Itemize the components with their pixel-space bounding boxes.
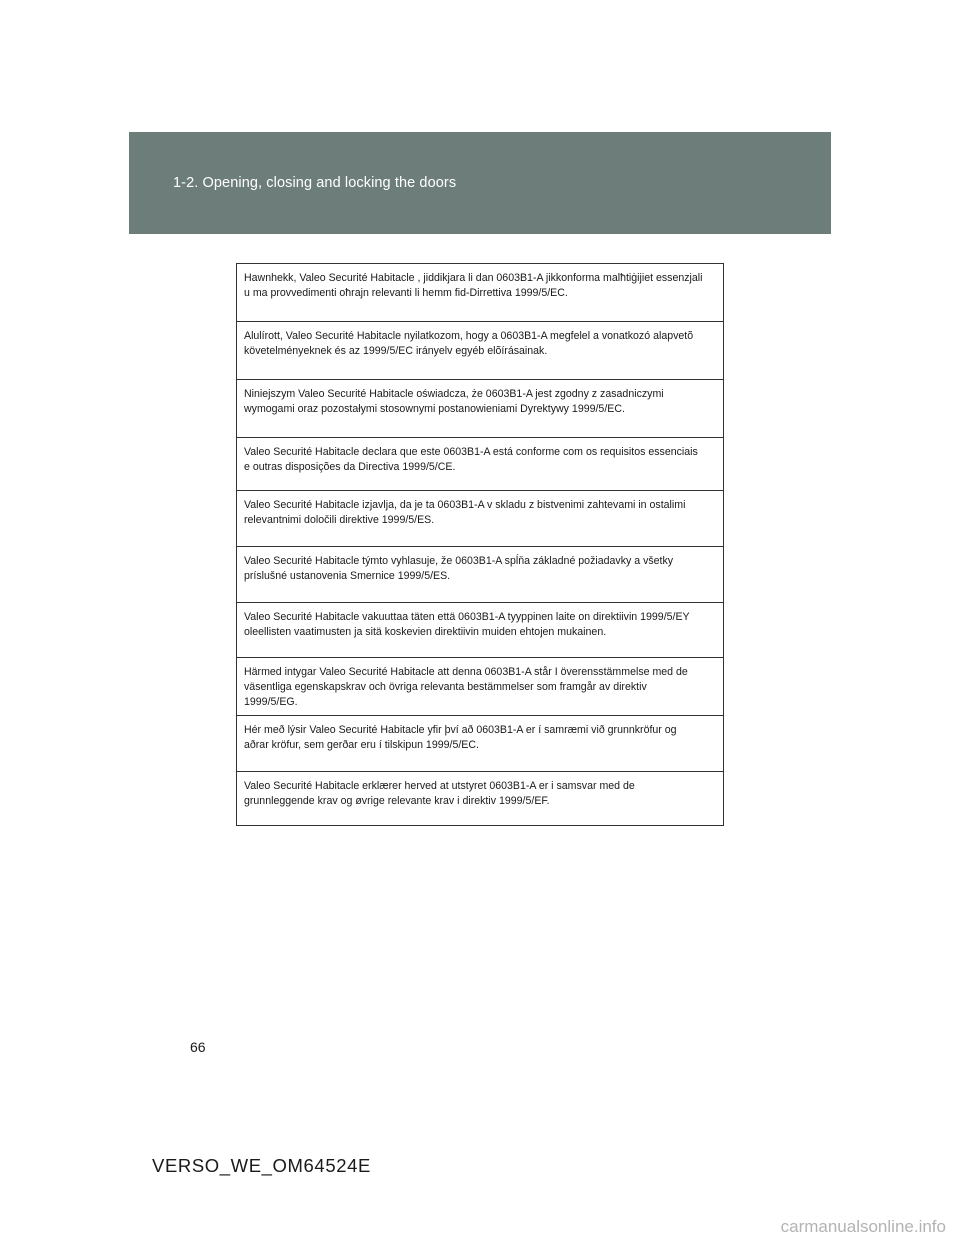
declaration-line: relevantnimi določili direktive 1999/5/ES. (244, 514, 435, 526)
declaration-line: príslušné ustanovenia Smernice 1999/5/ES. (244, 570, 451, 582)
declaration-line: e outras disposições da Directiva 1999/5/CE. (244, 461, 456, 473)
declaration-row-maltese (237, 264, 723, 322)
declaration-line: Alulírott, Valeo Securité Habitacle nyilatkozom, hogy a 0603B1-A megfelel a vonatkozó alapvetõ (244, 330, 694, 342)
declaration-line: Valeo Securité Habitacle izjavlja, da je ta 0603B1-A v skladu z bistvenimi zahtevami in ostalimi (244, 499, 686, 511)
declaration-line: Valeo Securité Habitacle vakuuttaa täten että 0603B1-A tyyppinen laite on direktiivin 1999/5/EY (244, 611, 690, 623)
declaration-line: wymogami oraz pozostałymi stosownymi postanowieniami Dyrektywy 1999/5/EC. (244, 403, 625, 415)
declaration-row-norwegian (237, 772, 723, 826)
section-title: 1-2. Opening, closing and locking the doors (173, 175, 457, 191)
declaration-table (236, 263, 724, 826)
declaration-line: u ma provvedimenti oħrajn relevanti li hemm fid-Dirrettiva 1999/5/EC. (244, 287, 568, 299)
declaration-line: väsentliga egenskapskrav och övriga relevanta bestämmelser som framgår av direktiv (244, 681, 647, 693)
declaration-line: Niniejszym Valeo Securité Habitacle oświadcza, że 0603B1-A jest zgodny z zasadniczymi (244, 388, 664, 400)
declaration-line: követelményeknek és az 1999/5/EC irányelv egyéb elõírásainak. (244, 345, 548, 357)
declaration-line: Valeo Securité Habitacle declara que este 0603B1-A está conforme com os requisitos essenciais (244, 446, 698, 458)
document-code: VERSO_WE_OM64524E (152, 1155, 371, 1176)
declaration-line: Valeo Securité Habitacle týmto vyhlasuje, že 0603B1-A spĺňa základné požiadavky a všetky (244, 555, 674, 567)
declaration-row-icelandic (237, 716, 723, 772)
declaration-line: Hér með lýsir Valeo Securité Habitacle yfir því að 0603B1-A er í samræmi við grunnkröfur og (244, 724, 677, 736)
declaration-row-finnish (237, 603, 723, 658)
declaration-line: oleellisten vaatimusten ja sitä koskevien direktiivin muiden ehtojen mukainen. (244, 626, 607, 638)
declaration-row-portuguese (237, 438, 723, 491)
declaration-row-slovak (237, 547, 723, 603)
page-number: 66 (190, 1039, 206, 1055)
declaration-line: aðrar kröfur, sem gerðar eru í tilskipun 1999/5/EC. (244, 739, 479, 751)
declaration-row-swedish (237, 658, 723, 716)
declaration-row-polish (237, 380, 723, 438)
section-header-band (129, 132, 831, 234)
declaration-line: grunnleggende krav og øvrige relevante krav i direktiv 1999/5/EF. (244, 795, 550, 807)
declaration-row-slovenian (237, 491, 723, 547)
declaration-line: Valeo Securité Habitacle erklærer herved at utstyret 0603B1-A er i samsvar med de (244, 780, 635, 792)
declaration-row-hungarian (237, 322, 723, 380)
declaration-line: 1999/5/EG. (244, 696, 298, 708)
site-watermark: carmanualsonline.info (780, 1217, 946, 1236)
declaration-line: Härmed intygar Valeo Securité Habitacle att denna 0603B1-A står I överensstämmelse med de (244, 666, 688, 678)
declaration-line: Hawnhekk, Valeo Securité Habitacle , jiddikjara li dan 0603B1-A jikkonforma malħtiġijiet essenzjali (244, 272, 703, 284)
